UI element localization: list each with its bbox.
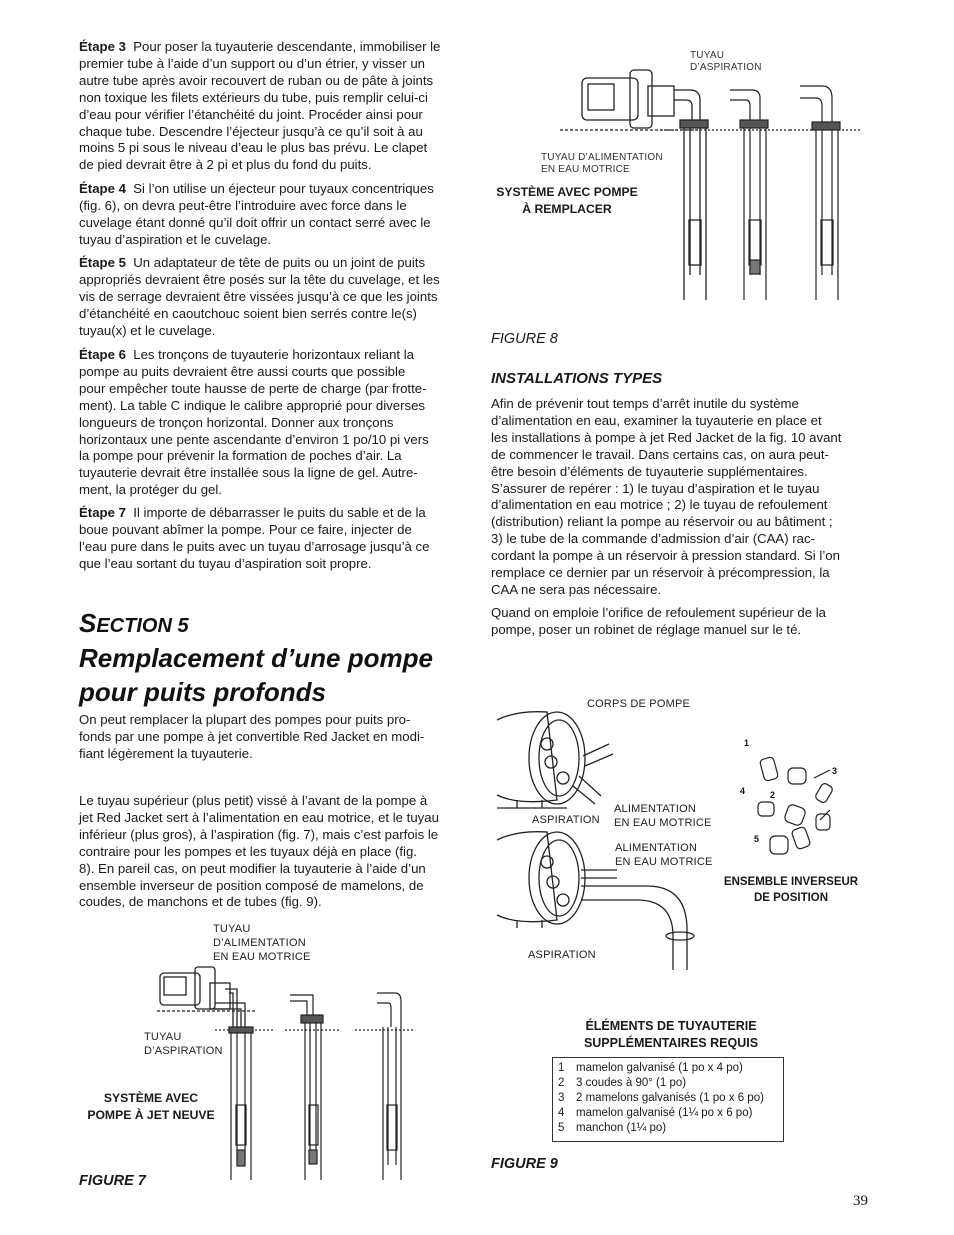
- fig7-caption-line: SYSTÈME AVEC: [103, 1091, 199, 1105]
- body-line: Le tuyau supérieur (plus petit) vissé à l’avant de la pompe à: [79, 793, 428, 808]
- step-6-line: longueurs de tronçon horizontal. Donner aux tronçons: [79, 414, 394, 430]
- body-line: 8). En pareil cas, on peut modifier la tuyauterie à l’aide d’un: [79, 860, 426, 876]
- section-title-line-2: pour puits profonds: [79, 677, 326, 707]
- installations-paragraph-1: [491, 396, 881, 599]
- fig7-caption-line: POMPE À JET NEUVE: [87, 1108, 215, 1122]
- fig8-drive-label-line: EN EAU MOTRICE: [541, 164, 630, 175]
- fig9-drive-label-bottom: [615, 841, 713, 869]
- fig7-illustration: [155, 955, 455, 1180]
- intro-line: On peut remplacer la plupart des pompes pour puits pro-: [79, 712, 411, 727]
- para1-line: d’alimentation en eau motrice ; 2) le tuyau de refoulement: [491, 497, 828, 513]
- parts-num: 1: [558, 1062, 565, 1074]
- section-number-cap: S: [79, 608, 97, 638]
- step-7-paragraph: [79, 505, 469, 573]
- step-6-line: tuyauterie devrait être installée sous la ligne de gel. Autre-: [79, 465, 418, 481]
- section-title-line-1: Remplacement d’une pompe: [79, 643, 433, 673]
- step-6-line: la pompe pour prévenir la formation de poches d’air. La: [79, 448, 402, 464]
- fig8-caption: [484, 184, 650, 218]
- step-5-line: Un adaptateur de tête de puits ou un joint de puits: [133, 255, 426, 270]
- parts-num: 2: [558, 1077, 565, 1089]
- parts-num: 4: [558, 1107, 565, 1119]
- step-7-line: Il importe de débarrasser le puits du sable et de la: [133, 505, 426, 520]
- fig9-parts-title-line: ÉLÉMENTS DE TUYAUTERIE: [585, 1019, 757, 1033]
- fig9-kit-caption-line: DE POSITION: [753, 892, 829, 904]
- fig9-part-number: 1: [744, 738, 750, 748]
- fig9-kit-caption: [716, 874, 866, 906]
- parts-num: 5: [558, 1122, 565, 1134]
- fig7-pump-drawing: [157, 967, 255, 1030]
- fig7-drive-label-line: TUYAU: [213, 923, 251, 935]
- step-5-line: tuyau(x) et le cuvelage.: [79, 322, 216, 338]
- step-3-line: chaque tube. Descendre l’éjecteur jusqu’à ce qu’il soit à au: [79, 123, 423, 139]
- fig9-kit-parts: [758, 757, 834, 854]
- parts-list-item: [558, 1121, 783, 1136]
- step-4-line: tuyau d’aspiration et le cuvelage.: [79, 231, 272, 247]
- step-5-paragraph: [79, 255, 469, 340]
- body-line: ensemble inverseur de position composé de mamelons, de: [79, 877, 424, 893]
- fig8-label: FIGURE 8: [491, 331, 558, 347]
- parts-list-item: [558, 1091, 783, 1106]
- fig8-suction-label-line: TUYAU: [690, 50, 725, 61]
- fig8-caption-line: À REMPLACER: [522, 202, 612, 216]
- fig8-drive-label-line: TUYAU D’ALIMENTATION: [541, 152, 663, 163]
- fig9-part-number: 3: [832, 766, 838, 776]
- intro-line: fonds par une pompe à jet convertible Red Jacket en modi-: [79, 728, 425, 744]
- step-5-label: Étape 5: [79, 255, 126, 270]
- para1-line: Afin de prévenir tout temps d’arrêt inutile du système: [491, 396, 799, 411]
- fig8-suction-pipe-label: [690, 50, 762, 74]
- parts-text: manchon (1¼ po): [576, 1122, 667, 1134]
- fig9-drive-label-line: ALIMENTATION: [614, 803, 697, 815]
- step-7-line: boue pouvant abîmer la pompe. Pour ce faire, injecter de: [79, 521, 412, 537]
- parts-text: mamelon galvanisé (1¼ po x 6 po): [576, 1107, 753, 1119]
- installations-paragraph-2: [491, 605, 881, 639]
- fig9-pump-body-label: CORPS DE POMPE: [587, 698, 691, 710]
- step-6-line: Les tronçons de tuyauterie horizontaux reliant la: [133, 347, 415, 362]
- step-3-paragraph: [79, 39, 469, 174]
- step-4-line: cuvelage étant donné qu’il doit offrir un contact serré avec le: [79, 214, 431, 230]
- step-6-paragraph: [79, 347, 469, 499]
- step-4-line: (fig. 6), on devra peut-être l’introduire avec force dans le: [79, 197, 407, 213]
- parts-num: 3: [558, 1092, 565, 1104]
- fig9-drive-label-line: ALIMENTATION: [615, 842, 698, 854]
- section-number-rest: ECTION 5: [96, 615, 189, 637]
- parts-list-item: [558, 1076, 783, 1091]
- body-line: inférieur (plus gros), à l’aspiration (fig. 7), mais c’est parfois le: [79, 826, 439, 842]
- para2-line: pompe, poser un robinet de réglage manuel sur le té.: [491, 621, 802, 637]
- fig7-well-1: [215, 1027, 273, 1180]
- fig7-drive-label-line: EN EAU MOTRICE: [213, 951, 311, 963]
- step-6-line: ment). La table C indique le calibre approprié pour diverses: [79, 397, 425, 413]
- para1-line: les installations à pompe à jet Red Jacket de la fig. 10 avant: [491, 429, 842, 445]
- fig9-part-number: 4: [740, 786, 746, 796]
- step-6-line: horizontaux une pente ascendante d’environ 1 po/10 pi vers: [79, 431, 429, 447]
- fig7-suction-label-line: D’ASPIRATION: [144, 1045, 223, 1057]
- step-3-line: autre tube après avoir recouvert de ruban ou de pâte à joints: [79, 72, 434, 88]
- fig9-drive-label-top: [614, 802, 712, 830]
- page-number: 39: [853, 1193, 868, 1209]
- step-7-line: l’eau pure dans le puits avec un tuyau d’arrosage jusqu’à ce: [79, 538, 430, 554]
- fig7-drive-label-line: D’ALIMENTATION: [213, 937, 306, 949]
- body-line: contraire pour les pompes et les tuyaux déjà en place (fig.: [79, 843, 417, 859]
- para1-line: de commencer le travail. Dans certains cas, on aura peut-: [491, 446, 829, 462]
- step-3-line: non toxique les filets extérieurs du tube, puis remplir celui-ci: [79, 89, 428, 105]
- step-4-label: Étape 4: [79, 181, 126, 196]
- para1-line: remplace ce dernier par un réservoir à précompression, la: [491, 565, 830, 581]
- fig7-label: FIGURE 7: [79, 1173, 146, 1189]
- para1-line: CAA ne sera pas nécessaire.: [491, 581, 662, 597]
- step-3-line: de pied devrait être à 2 pi et plus du fond du puits.: [79, 157, 372, 173]
- step-4-line: Si l’on utilise un éjecteur pour tuyaux concentriques: [133, 181, 434, 196]
- fig9-label: FIGURE 9: [491, 1156, 558, 1172]
- fig7-suction-label-line: TUYAU: [144, 1031, 182, 1043]
- body-line: jet Red Jacket sert à l’alimentation en eau motrice, et le tuyau: [79, 809, 439, 825]
- fig9-part-number: 5: [754, 834, 760, 844]
- parts-text: 3 coudes à 90° (1 po): [576, 1077, 687, 1089]
- fig9-drive-label-line: EN EAU MOTRICE: [615, 856, 713, 868]
- fig8-caption-line: SYSTÈME AVEC POMPE: [496, 185, 638, 199]
- fig8-well-2: [720, 90, 790, 300]
- installations-heading: INSTALLATIONS TYPES: [491, 370, 663, 387]
- step-6-line: pour empêcher toute hausse de perte de charge (par frotte-: [79, 380, 427, 396]
- fig9-kit-numbers: [740, 738, 837, 844]
- step-5-line: appropriés devraient être posés sur la tête du cuvelage, et les: [79, 271, 440, 287]
- fig9-parts-title-line: SUPPLÉMENTAIRES REQUIS: [583, 1036, 759, 1050]
- fig7-well-3: [355, 993, 413, 1180]
- step-3-line: moins 5 pi sous le niveau d’eau le plus bas prévu. Le clapet: [79, 140, 428, 156]
- fig9-parts-list: [552, 1057, 784, 1142]
- fig8-suction-label-line: D’ASPIRATION: [690, 62, 762, 73]
- fig9-suction-label-top: ASPIRATION: [532, 814, 600, 826]
- section-intro: [79, 712, 469, 763]
- parts-list-item: [558, 1106, 783, 1121]
- parts-text: 2 mamelons galvanisés (1 po x 6 po): [576, 1092, 764, 1104]
- fig9-kit-caption-line: ENSEMBLE INVERSEUR: [723, 876, 859, 888]
- step-3-line: d’eau pour vérifier l’étanchéité du joint. Procéder ainsi pour: [79, 106, 423, 122]
- body-line: coudes, de manchons et de tubes (fig. 9).: [79, 894, 322, 910]
- step-3-line: premier tube à l’aide d’un support ou d’un étrier, y visser un: [79, 55, 425, 71]
- parts-list-item: [558, 1061, 783, 1076]
- section-number: [79, 607, 189, 642]
- fig7-well-2: [285, 995, 340, 1180]
- fig9-parts-kit-illustration: [740, 740, 860, 870]
- fig9-suction-label-bottom: ASPIRATION: [528, 949, 596, 961]
- para1-line: d’alimentation en eau, examiner la tuyauterie en place et: [491, 412, 822, 428]
- para1-line: cordant la pompe à un réservoir à pression standard. Si l’on: [491, 548, 840, 564]
- step-6-line: pompe au puits devraient être aussi courts que possible: [79, 363, 406, 379]
- step-7-line: que l’eau sortant du tuyau d’aspiration soit propre.: [79, 555, 372, 571]
- para1-line: être besoin d’éléments de tuyauterie supplémentaires.: [491, 463, 808, 479]
- para2-line: Quand on emploie l’orifice de refoulement supérieur de la: [491, 605, 827, 620]
- step-5-line: vis de serrage devraient être vissées jusqu’à ce que les joints: [79, 288, 438, 304]
- fig9-drive-label-line: EN EAU MOTRICE: [614, 817, 712, 829]
- step-3-line: Pour poser la tuyauterie descendante, immobiliser le: [133, 39, 441, 54]
- step-6-label: Étape 6: [79, 347, 126, 362]
- step-3-label: Étape 3: [79, 39, 126, 54]
- fig8-well-3: [790, 86, 860, 300]
- intro-line: fiant légèrement la tuyauterie.: [79, 745, 253, 761]
- step-6-line: ment, la protéger du gel.: [79, 482, 222, 498]
- fig9-illustration: [497, 700, 697, 970]
- fig8-drive-pipe-label: [541, 152, 663, 176]
- step-4-paragraph: [79, 181, 469, 249]
- section-body: [79, 793, 469, 911]
- para1-line: (distribution) reliant la pompe au réservoir ou au bâtiment ;: [491, 514, 833, 530]
- para1-line: S’assurer de repérer : 1) le tuyau d’aspiration et le tuyau: [491, 480, 820, 496]
- step-7-label: Étape 7: [79, 505, 126, 520]
- fig9-parts-title: [555, 1018, 787, 1052]
- parts-text: mamelon galvanisé (1 po x 4 po): [576, 1062, 743, 1074]
- step-5-line: d’étanchéité en caoutchouc soient bien serrés contre le(s): [79, 305, 417, 321]
- fig9-pump-top: [497, 712, 613, 808]
- para1-line: 3) le tube de la commande d’admission d’air (CAA) rac-: [491, 531, 815, 547]
- fig9-part-number: 2: [770, 790, 776, 800]
